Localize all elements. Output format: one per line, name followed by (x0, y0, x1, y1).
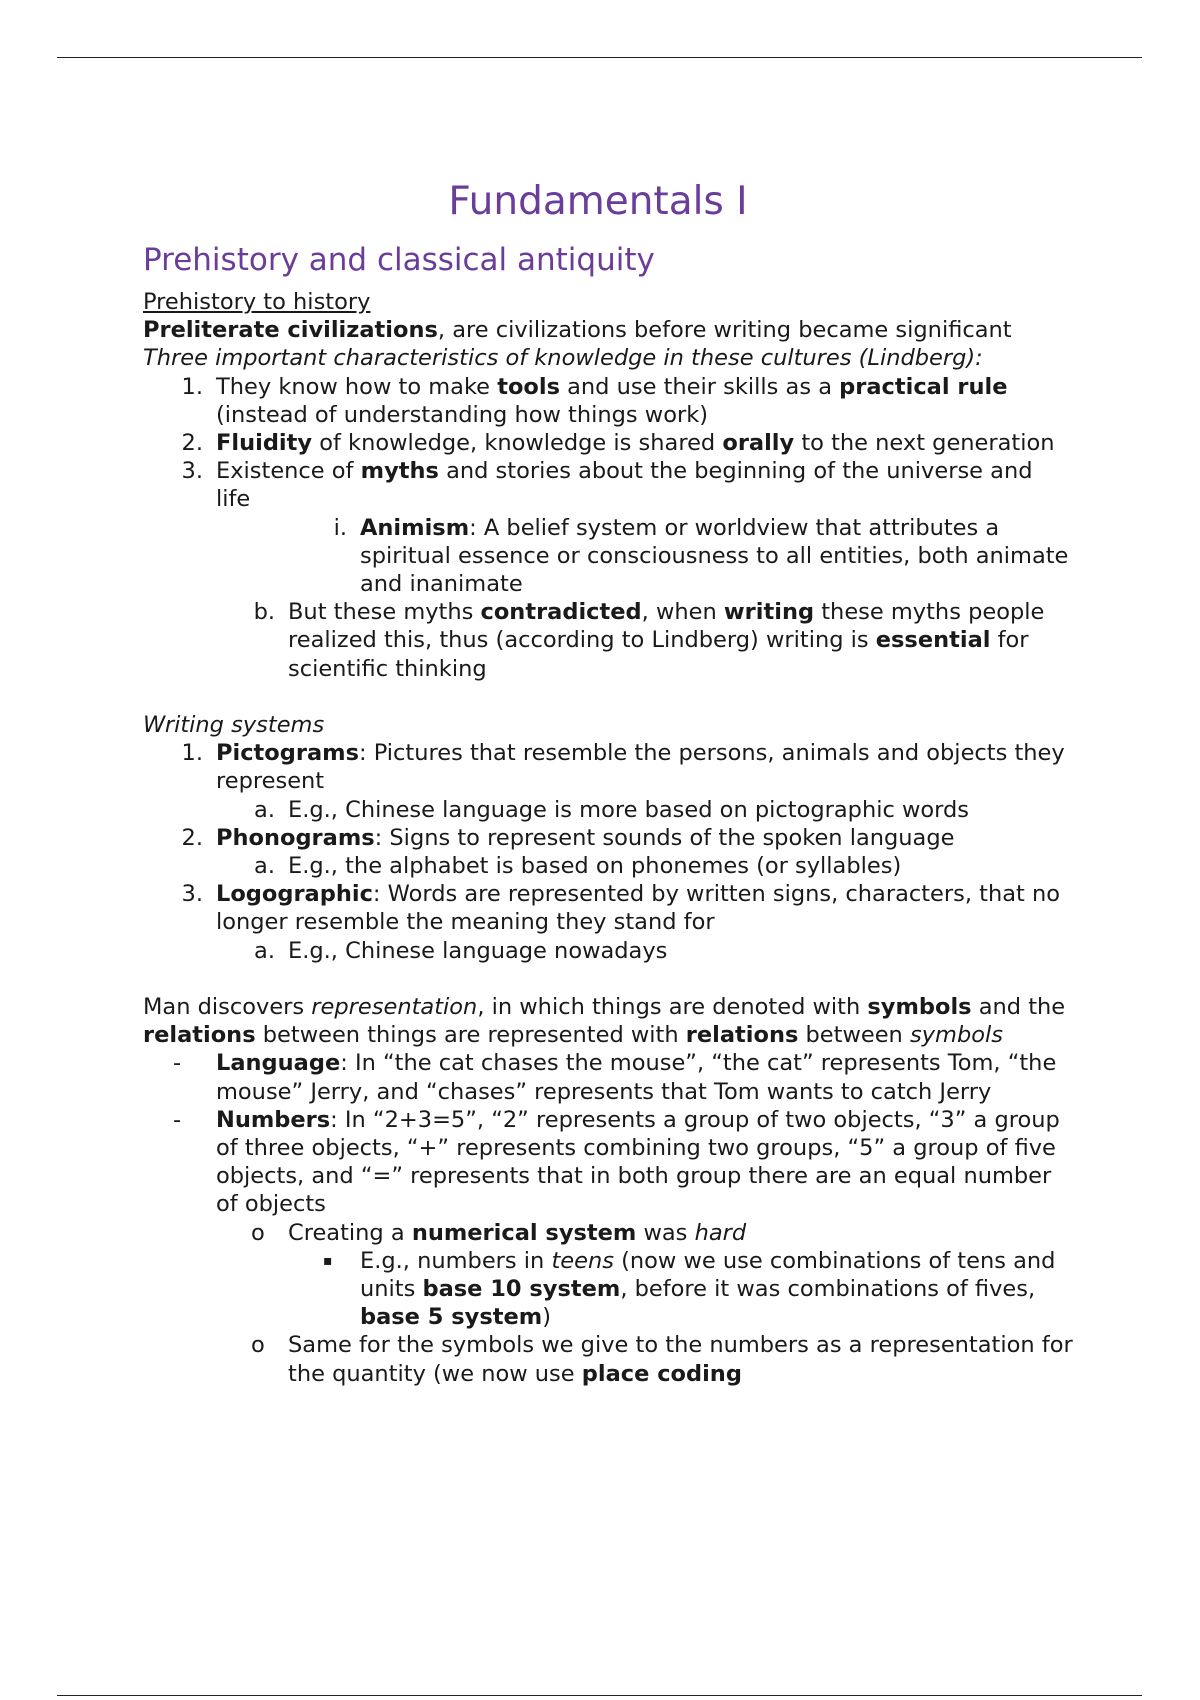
text-run: tools (497, 373, 560, 400)
text-run: (instead of understanding how things work) (216, 401, 709, 428)
bottom-rule (57, 1695, 1142, 1696)
text-run: , before it was combinations of fives, (620, 1276, 1036, 1303)
text-run: hard (694, 1219, 747, 1246)
text-run: writing (723, 599, 815, 626)
list-item-symbols (143, 1331, 1073, 1387)
text-run: Language (216, 1050, 341, 1077)
text-run: They know how to make (216, 373, 498, 400)
text-run: Fluidity (216, 430, 313, 457)
text-run: Numbers (216, 1106, 331, 1133)
text-run: Same for the symbols we give to the numbers as a representation for the quantity (we now use (288, 1332, 1073, 1387)
list-item (143, 796, 1073, 824)
text-run: - (173, 1106, 182, 1133)
representation-paragraph (143, 993, 1073, 1049)
text-run: for scientific thinking (288, 627, 1029, 682)
text-run: relations (685, 1022, 799, 1049)
text-run: symbols (867, 994, 972, 1021)
list-item (143, 824, 1073, 852)
list-item: 3. Existence of myths and stories about the beginning of the universe and life (181, 458, 1033, 513)
text-run: , when (641, 599, 724, 626)
list-item: 1. They know how to make tools and use their skills as a practical rule (instead of understanding how things work) (181, 373, 1008, 428)
list-item-teens (143, 1247, 1073, 1332)
text-run: between (798, 1022, 910, 1049)
text-run: - (173, 1050, 182, 1077)
characteristics-intro: Three important characteristics of knowledge in these cultures (Lindberg): (143, 345, 983, 372)
list-item (143, 852, 1073, 880)
section-heading: Prehistory and classical antiquity (143, 242, 655, 278)
text-run: and stories about the beginning of the universe and life (216, 458, 1033, 513)
text-run: was (636, 1219, 695, 1246)
text-run: place coding (581, 1360, 742, 1387)
list-item: 2. Fluidity of knowledge, knowledge is shared orally to the next generation (181, 430, 1055, 457)
text-run: myths (360, 458, 439, 485)
document-title: Fundamentals I (448, 179, 748, 224)
text-run: : A belief system or worldview that attributes a spiritual essence or consciousness to all entities, both animate and inanimate (360, 514, 1069, 598)
text-run: : Pictures that resemble the persons, animals and objects they represent (216, 740, 1065, 795)
list-item (143, 880, 1073, 936)
text-run: : Words are represented by written signs, characters, that no longer resemble the meaning they stand for (216, 881, 1061, 936)
text-run: base 10 system (422, 1276, 621, 1303)
list-item-numbers (143, 1106, 1073, 1219)
text-run: Existence of (216, 458, 361, 485)
document-body (143, 288, 1073, 1388)
text-run: Pictograms (216, 740, 359, 767)
text-run: a. (254, 796, 275, 823)
text-run: essential (875, 627, 991, 654)
text-run: orally (722, 430, 795, 457)
text-run: and use their skills as a (559, 373, 840, 400)
text-run: representation (311, 994, 478, 1021)
text-run: these myths people realized this, thus (according to Lindberg) writing is (288, 599, 1045, 654)
text-run: ▪ (323, 1252, 333, 1269)
text-run: Phonograms (216, 824, 375, 851)
text-run: E.g., numbers in (360, 1247, 552, 1274)
text-run: Logographic (216, 881, 373, 908)
text-run: E.g., Chinese language is more based on pictographic words (288, 796, 970, 823)
preliterate-paragraph: Preliterate civilizations, are civilizations before writing became significant (143, 317, 1012, 344)
text-run: o (251, 1332, 265, 1359)
text-run: 3. (181, 881, 203, 908)
text-run: Animism (360, 514, 470, 541)
text-run: practical rule (839, 373, 1008, 400)
text-run: symbols (909, 1022, 1003, 1049)
text-run: teens (551, 1247, 614, 1274)
text-run: : In “2+3=5”, “2” represents a group of two objects, “3” a group of three objects, “+” represents combining two groups, “5” a group of five objects, and “=” represents that in both group there are an equal number of objects (216, 1106, 1060, 1218)
text-run: contradicted (480, 599, 642, 626)
spacer (143, 965, 1073, 993)
text-run: to the next generation (794, 430, 1055, 457)
list-item (143, 739, 1073, 795)
text-run: (now we use combinations of tens and units (360, 1247, 1056, 1303)
text-run: , in which things are denoted with (477, 994, 868, 1021)
writing-systems-heading: Writing systems (143, 712, 325, 739)
text-run: ) (542, 1304, 551, 1331)
text-run: a. (254, 937, 275, 964)
text-run: Creating a (288, 1219, 412, 1246)
text-run: of knowledge, knowledge is shared (312, 430, 723, 457)
text-run: numerical system (411, 1219, 637, 1246)
top-rule (57, 57, 1142, 58)
list-item (143, 937, 1073, 965)
spacer (143, 683, 1073, 711)
list-item-animism: i. Animism: A belief system or worldview that attributes a spiritual essence or consciousness to all entities, both animate and inanimate (333, 514, 1069, 598)
text-run: relations (143, 1022, 256, 1049)
text-run: But these myths (288, 599, 481, 626)
list-item-numerical-system (143, 1219, 1073, 1247)
text-run: a. (254, 853, 275, 880)
text-run: base 5 system (360, 1304, 543, 1331)
text-run: E.g., the alphabet is based on phonemes (or syllables) (288, 853, 902, 880)
list-item-language (143, 1049, 1073, 1105)
text-run: and the (971, 994, 1066, 1021)
text-run: 1. (181, 740, 203, 767)
text-run: 2. (181, 824, 203, 851)
text-run: o (251, 1219, 265, 1246)
text-run: : Signs to represent sounds of the spoken language (374, 824, 955, 851)
subheading: Prehistory to history (143, 289, 371, 315)
text-run: E.g., Chinese language nowadays (288, 937, 668, 964)
list-item-myths: b. But these myths contradicted, when writing these myths people realized this, thus (according to Lindberg) writing is essential for scientific thinking (253, 599, 1045, 682)
text-run: : In “the cat chases the mouse”, “the cat” represents Tom, “the mouse” Jerry, and “chases” represents that Tom wants to catch Jerry (216, 1050, 1057, 1105)
text-run: Man discovers (143, 994, 312, 1021)
text-run: between things are represented with (255, 1022, 686, 1049)
